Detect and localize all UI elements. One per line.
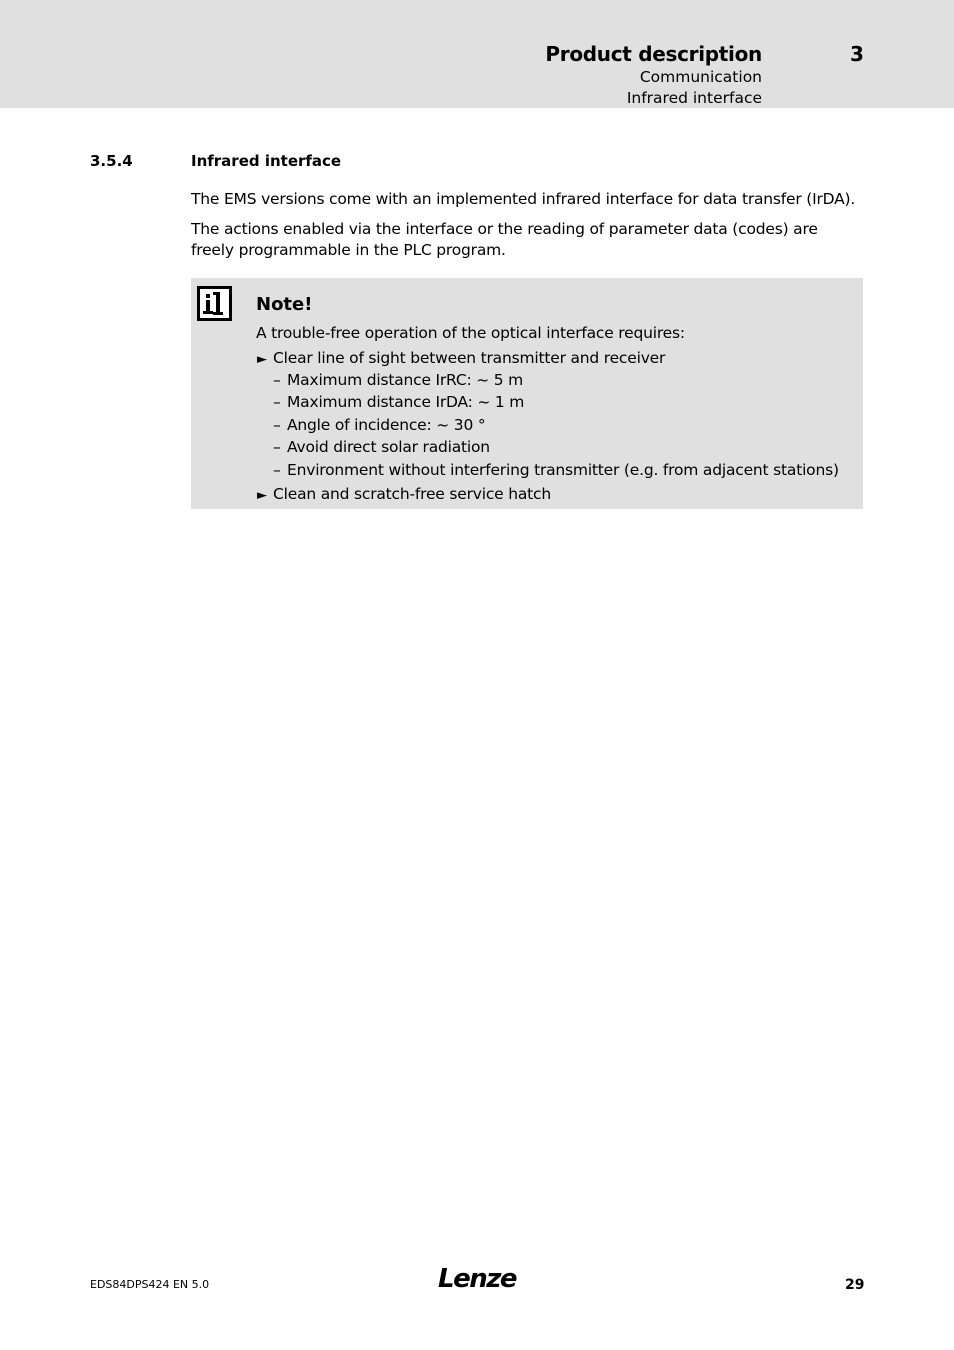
subitem-text: Angle of incidence: ~ 30 °	[287, 416, 486, 434]
header-title: Product description	[545, 42, 762, 66]
dash-marker: –	[273, 438, 281, 456]
chapter-number: 3	[850, 42, 864, 66]
note-subitem	[273, 393, 524, 411]
subitem-text: Maximum distance IrDA: ~ 1 m	[287, 393, 525, 411]
paragraph-actions: The actions enabled via the interface or the reading of parameter data (codes) are freely programmable in the PLC program.	[191, 220, 818, 259]
footer-document-id: EDS84DPS424 EN 5.0	[90, 1278, 210, 1291]
section-title: Infrared interface	[191, 152, 342, 170]
note-title: Note!	[256, 294, 313, 315]
bullet-text: Clean and scratch-free service hatch	[273, 485, 551, 503]
paragraph-ems-versions: The EMS versions come with an implemented infrared interface for data transfer (IrDA).	[191, 190, 856, 208]
subitem-text: Maximum distance IrRC: ~ 5 m	[287, 371, 524, 389]
subitem-text: Avoid direct solar radiation	[287, 438, 490, 456]
triangle-bullet-icon: ►	[257, 488, 267, 503]
dash-marker: –	[273, 416, 281, 434]
note-box	[191, 278, 863, 509]
note-bullet	[257, 485, 551, 503]
section-number: 3.5.4	[90, 152, 133, 170]
bullet-text: Clear line of sight between transmitter and receiver	[273, 349, 666, 367]
header-band	[0, 0, 954, 108]
note-subitem	[273, 416, 485, 434]
triangle-bullet-icon: ►	[257, 352, 267, 367]
note-subitem	[273, 461, 839, 479]
note-bullet	[257, 349, 665, 367]
note-subitem	[273, 438, 490, 456]
page-number: 29	[845, 1277, 865, 1293]
note-subitem	[273, 371, 523, 389]
dash-marker: –	[273, 393, 281, 411]
dash-marker: –	[273, 461, 281, 479]
note-intro: A trouble-free operation of the optical interface requires:	[256, 324, 685, 342]
header-subtitle-communication: Communication	[639, 68, 762, 86]
subitem-text: Environment without interfering transmitter (e.g. from adjacent stations)	[287, 461, 839, 479]
header-subtitle-infrared: Infrared interface	[626, 89, 762, 107]
dash-marker: –	[273, 371, 281, 389]
lenze-logo: Lenze	[438, 1264, 516, 1294]
info-icon	[197, 286, 232, 321]
